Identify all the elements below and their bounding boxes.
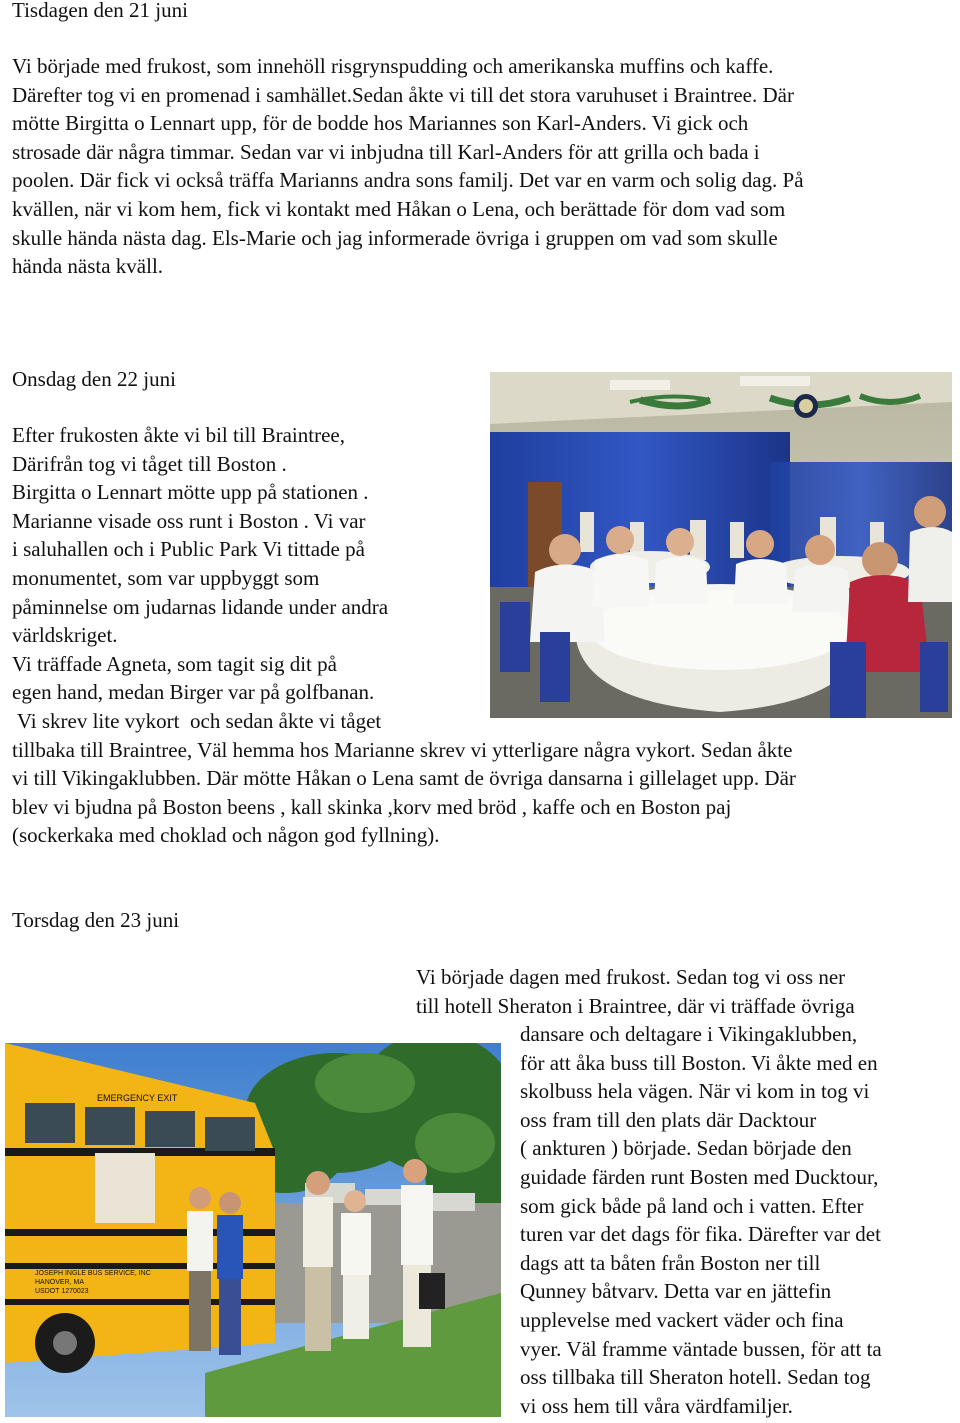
text-line: poolen. Där fick vi också träffa Marianns andra sons familj. Det var en varm och solig dag. På — [12, 168, 804, 193]
text-line: Vi skrev lite vykort och sedan åkte vi tåget — [12, 708, 382, 733]
text-line: Därefter tog vi en promenad i samhället.Sedan åkte vi till det stora varuhuset i Braintree. Där — [12, 82, 794, 107]
text-line: (sockerkaka med choklad och någon god fyllning). — [12, 823, 440, 848]
text-line: turen var det dags för fika. Därefter var det — [520, 1222, 881, 1247]
text-line: monumentet, som var uppbyggt som — [12, 565, 320, 590]
text-line: skulle hända nästa dag. Els-Marie och jag informerade övriga i gruppen om vad som skulle — [12, 225, 778, 250]
school-bus-photo — [5, 1043, 501, 1417]
day2-heading: Onsdag den 22 juni — [12, 367, 176, 391]
text-line: skolbuss hela vägen. När vi kom in tog vi — [520, 1079, 870, 1104]
text-line: hända nästa kväll. — [12, 254, 164, 279]
text-line: till hotell Sheraton i Braintree, där vi träffade övriga — [416, 993, 855, 1018]
school-bus-illustration — [5, 1043, 501, 1417]
bus-company-text: JOSEPH INGLE BUS SERVICE, INC — [35, 1270, 151, 1277]
text-line: i saluhallen och i Public Park Vi tittade på — [12, 537, 365, 562]
text-line: oss tillbaka till Sheraton hotell. Sedan tog — [520, 1365, 871, 1390]
text-line: Därifrån tog vi tåget till Boston . — [12, 451, 287, 476]
text-line: som gick både på land och i vatten. Efter — [520, 1193, 864, 1218]
text-line: Marianne visade oss runt i Boston . Vi var — [12, 508, 366, 533]
text-line: Efter frukosten åkte vi bil till Braintree, — [12, 423, 345, 447]
text-line: upplevelse med vackert väder och fina — [520, 1307, 844, 1332]
day1-heading: Tisdagen den 21 juni — [12, 0, 188, 22]
text-line: Vi träffade Agneta, som tagit sig dit på — [12, 651, 337, 676]
text-line: vyer. Väl framme väntade bussen, för att ta — [520, 1336, 882, 1361]
text-line: Vi började dagen med frukost. Sedan tog vi oss ner — [416, 965, 846, 989]
day3-heading: Torsdag den 23 juni — [12, 908, 180, 932]
text-line: blev vi bjudna på Boston beens , kall skinka ,korv med bröd , kaffe och en Boston paj — [12, 794, 732, 819]
text-line: strosade där några timmar. Sedan var vi inbjudna till Karl-Anders för att grilla och bada i — [12, 139, 760, 164]
text-line: guidade färden runt Bosten med Ducktour, — [520, 1164, 879, 1189]
text-line: oss fram till den plats där Dacktour — [520, 1107, 817, 1132]
text-line: dansare och deltagare i Vikingaklubben, — [520, 1022, 858, 1046]
banquet-hall-photo — [490, 372, 952, 718]
day3-paragraph-top — [416, 963, 855, 1020]
text-line: ( ankturen ) började. Sedan började den — [520, 1136, 852, 1161]
text-line: världskriget. — [12, 623, 118, 648]
text-line: Vi började med frukost, som innehöll risgrynspudding och amerikanska muffins och kaffe. — [12, 54, 774, 78]
bus-sign-text: EMERGENCY EXIT — [97, 1093, 178, 1103]
banquet-hall-illustration — [490, 372, 952, 718]
text-line: vi oss hem till våra värdfamiljer. — [520, 1393, 793, 1418]
bus-usdot-text: USDOT 1270023 — [35, 1288, 89, 1295]
text-line: påminnelse om judarnas lidande under andra — [12, 594, 389, 619]
text-line: tillbaka till Braintree, Väl hemma hos Marianne skrev vi ytterligare några vykort. Sedan åkte — [12, 737, 793, 762]
day1-paragraph — [12, 52, 804, 281]
text-line: mötte Birgitta o Lennart upp, för de bodde hos Mariannes son Karl-Anders. Vi gick och — [12, 111, 749, 136]
text-line: Birgitta o Lennart mötte upp på stationen . — [12, 480, 369, 505]
text-line: vi till Vikingaklubben. Där mötte Håkan o Lena samt de övriga dansarna i gillelaget upp. Där — [12, 766, 796, 791]
text-line: egen hand, medan Birger var på golfbanan. — [12, 680, 375, 705]
text-line: för att åka buss till Boston. Vi åkte med en — [520, 1050, 878, 1075]
text-line: dags att ta båten från Boston ner till — [520, 1250, 821, 1275]
bus-city-text: HANOVER, MA — [35, 1279, 85, 1286]
text-line: Qunney båtvarv. Detta var en jättefin — [520, 1279, 832, 1304]
day3-paragraph-right — [520, 1020, 882, 1420]
text-line: kvällen, när vi kom hem, fick vi kontakt med Håkan o Lena, och berättade för dom vad som — [12, 196, 786, 221]
